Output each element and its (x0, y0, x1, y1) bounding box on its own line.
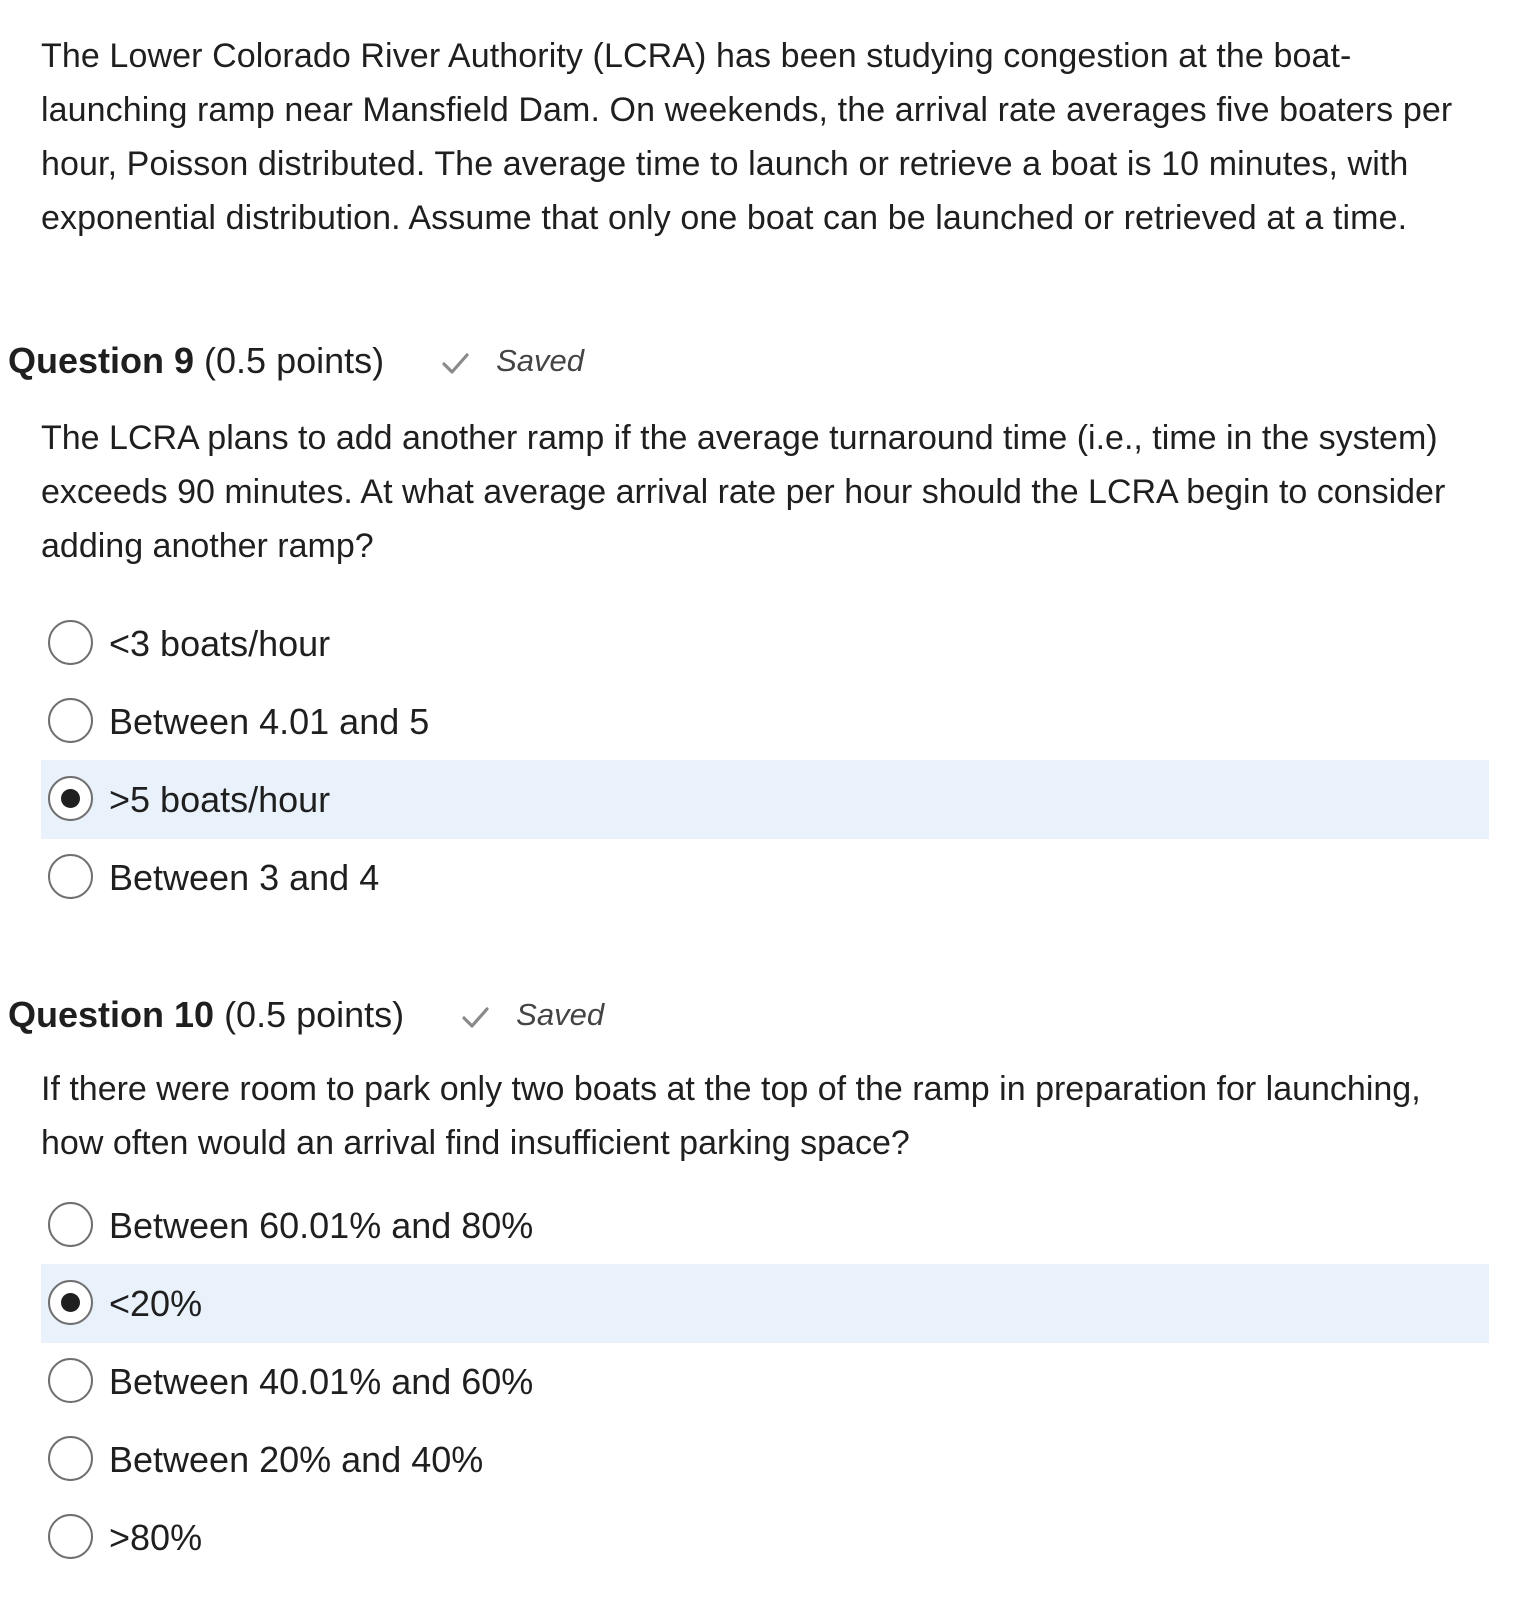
radio-dot (61, 789, 80, 808)
radio-button[interactable] (48, 620, 93, 665)
question-9-header (8, 336, 1008, 386)
radio-button[interactable] (48, 854, 93, 899)
option-label: Between 40.01% and 60% (109, 1361, 534, 1402)
question-9-text: The LCRA plans to add another ramp if the average turnaround time (i.e., time in the system) exceeds 90 minutes. At what average arrival rate per hour should the LCRA begin to consider adding another ramp? (41, 419, 1446, 565)
intro-text: The Lower Colorado River Authority (LCRA) has been studying congestion at the boat-launching ramp near Mansfield Dam. On weekends, the arrival rate averages five boaters per hour, Poisson distributed. The average time to launch or retrieve a boat is 10 minutes, with exponential distribution. Assume that only one boat can be launched or retrieved at a time. (41, 37, 1453, 237)
option-q10-3[interactable] (41, 1420, 1489, 1499)
option-q9-0[interactable] (41, 604, 1489, 683)
check-icon (440, 346, 470, 376)
radio-button[interactable] (48, 1436, 93, 1481)
option-label: Between 20% and 40% (109, 1439, 484, 1480)
option-label: <3 boats/hour (109, 623, 331, 664)
option-q9-3[interactable] (41, 838, 1489, 917)
option-label: >5 boats/hour (109, 779, 331, 820)
question-title: Question 9 (8, 340, 195, 381)
question-title: Question 10 (8, 994, 215, 1035)
radio-button[interactable] (48, 698, 93, 743)
radio-button[interactable] (48, 776, 93, 821)
radio-button[interactable] (48, 1358, 93, 1403)
option-q10-4[interactable] (41, 1498, 1489, 1577)
question-10-text: If there were room to park only two boats at the top of the ramp in preparation for launching, how often would an arrival find insufficient parking space? (41, 1070, 1421, 1162)
option-label: Between 3 and 4 (109, 857, 380, 898)
radio-button[interactable] (48, 1514, 93, 1559)
saved-status: Saved (496, 343, 585, 378)
option-q10-1[interactable] (41, 1264, 1489, 1343)
option-label: <20% (109, 1283, 203, 1324)
saved-status: Saved (516, 997, 605, 1032)
question-points: (0.5 points) (204, 340, 385, 381)
radio-dot (61, 1293, 80, 1312)
option-q10-0[interactable] (41, 1186, 1489, 1265)
radio-button[interactable] (48, 1202, 93, 1247)
option-q9-1[interactable] (41, 682, 1489, 761)
option-q10-2[interactable] (41, 1342, 1489, 1421)
question-points: (0.5 points) (224, 994, 405, 1035)
check-icon (460, 1000, 490, 1030)
question-10-header (8, 990, 1008, 1040)
option-label: >80% (109, 1517, 203, 1558)
option-q9-2[interactable] (41, 760, 1489, 839)
option-label: Between 60.01% and 80% (109, 1205, 534, 1246)
option-label: Between 4.01 and 5 (109, 701, 430, 742)
radio-button[interactable] (48, 1280, 93, 1325)
